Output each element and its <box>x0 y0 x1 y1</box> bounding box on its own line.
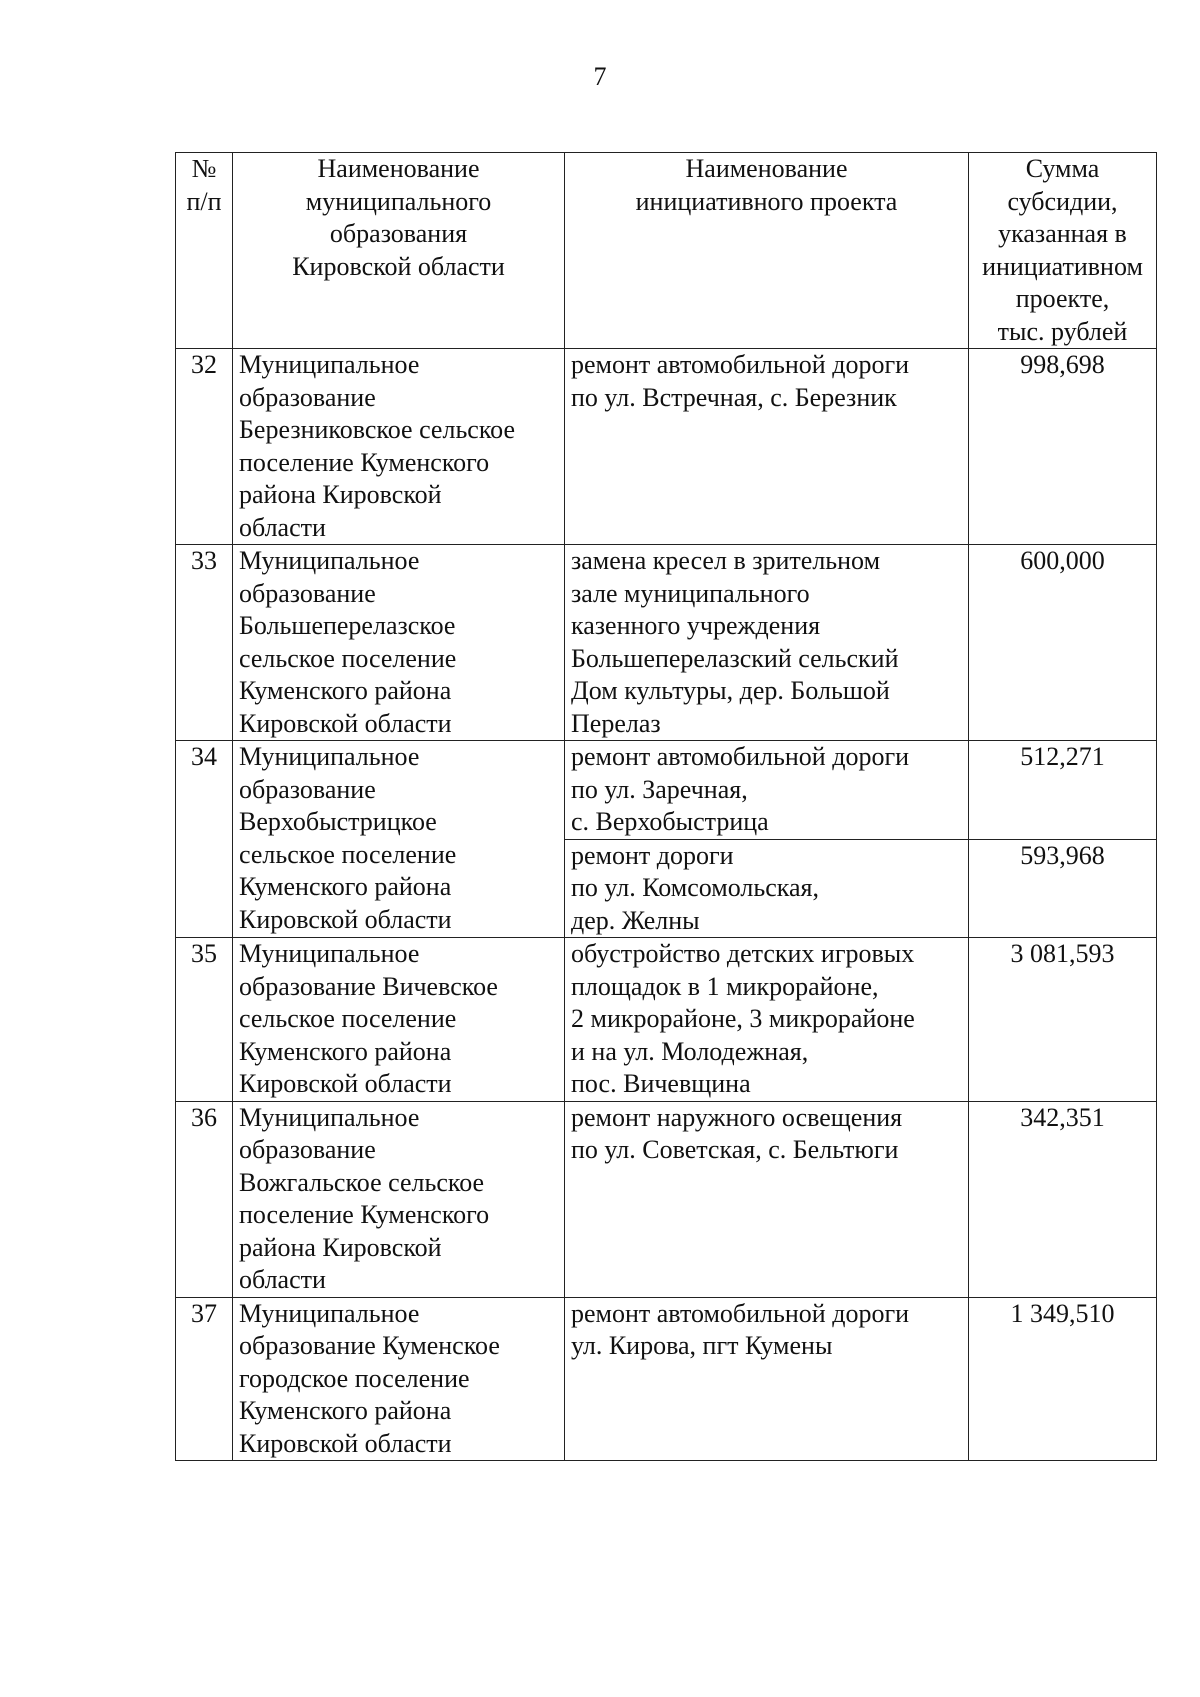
table-row <box>176 349 1157 545</box>
project-name: ремонт автомобильной дороги по ул. Встречная, с. Березник <box>565 349 969 545</box>
subsidy-sum: 600,000 <box>969 545 1157 741</box>
subsidy-sum: 998,698 <box>969 349 1157 545</box>
subsidy-sum: 593,968 <box>969 839 1157 938</box>
subsidy-sum: 1 349,510 <box>969 1297 1157 1461</box>
table-row <box>176 741 1157 840</box>
header-num: № п/п <box>176 153 233 349</box>
header-project: Наименование инициативного проекта <box>565 153 969 349</box>
table-row <box>176 938 1157 1102</box>
subsidy-table <box>175 152 1157 1461</box>
subsidy-sum: 512,271 <box>969 741 1157 840</box>
project-name: замена кресел в зрительном зале муниципального казенного учреждения Большеперелазский сельский Дом культуры, дер. Большой Перелаз <box>565 545 969 741</box>
municipality-name: Муниципальное образование Куменское городское поселение Куменского района Кировской области <box>233 1297 565 1461</box>
subsidy-sum: 3 081,593 <box>969 938 1157 1102</box>
municipality-name: Муниципальное образование Вичевское сельское поселение Куменского района Кировской области <box>233 938 565 1102</box>
project-name: ремонт автомобильной дороги по ул. Заречная, с. Верхобыстрица <box>565 741 969 840</box>
table-header-row <box>176 153 1157 349</box>
municipality-name: Муниципальное образование Вожгальское сельское поселение Куменского района Кировской области <box>233 1101 565 1297</box>
row-number: 35 <box>176 938 233 1102</box>
project-name: ремонт автомобильной дороги ул. Кирова, пгт Кумены <box>565 1297 969 1461</box>
row-number: 32 <box>176 349 233 545</box>
row-number: 37 <box>176 1297 233 1461</box>
header-sum: Сумма субсидии, указанная в инициативном проекте, тыс. рублей <box>969 153 1157 349</box>
table-row <box>176 545 1157 741</box>
municipality-name: Муниципальное образование Большеперелазское сельское поселение Куменского района Кировской области <box>233 545 565 741</box>
row-number: 36 <box>176 1101 233 1297</box>
row-number: 33 <box>176 545 233 741</box>
municipality-name: Муниципальное образование Верхобыстрицкое сельское поселение Куменского района Кировской области <box>233 741 565 938</box>
project-name: ремонт наружного освещения по ул. Советская, с. Бельтюги <box>565 1101 969 1297</box>
page-number: 7 <box>593 62 607 91</box>
header-municipality: Наименование муниципального образования Кировской области <box>233 153 565 349</box>
municipality-name: Муниципальное образование Березниковское сельское поселение Куменского района Кировской области <box>233 349 565 545</box>
table-row <box>176 1101 1157 1297</box>
project-name: ремонт дороги по ул. Комсомольская, дер. Желны <box>565 839 969 938</box>
table-row <box>176 1297 1157 1461</box>
row-number: 34 <box>176 741 233 938</box>
project-name: обустройство детских игровых площадок в 1 микрорайоне, 2 микрорайоне, 3 микрорайоне и на ул. Молодежная, пос. Вичевщина <box>565 938 969 1102</box>
subsidy-sum: 342,351 <box>969 1101 1157 1297</box>
